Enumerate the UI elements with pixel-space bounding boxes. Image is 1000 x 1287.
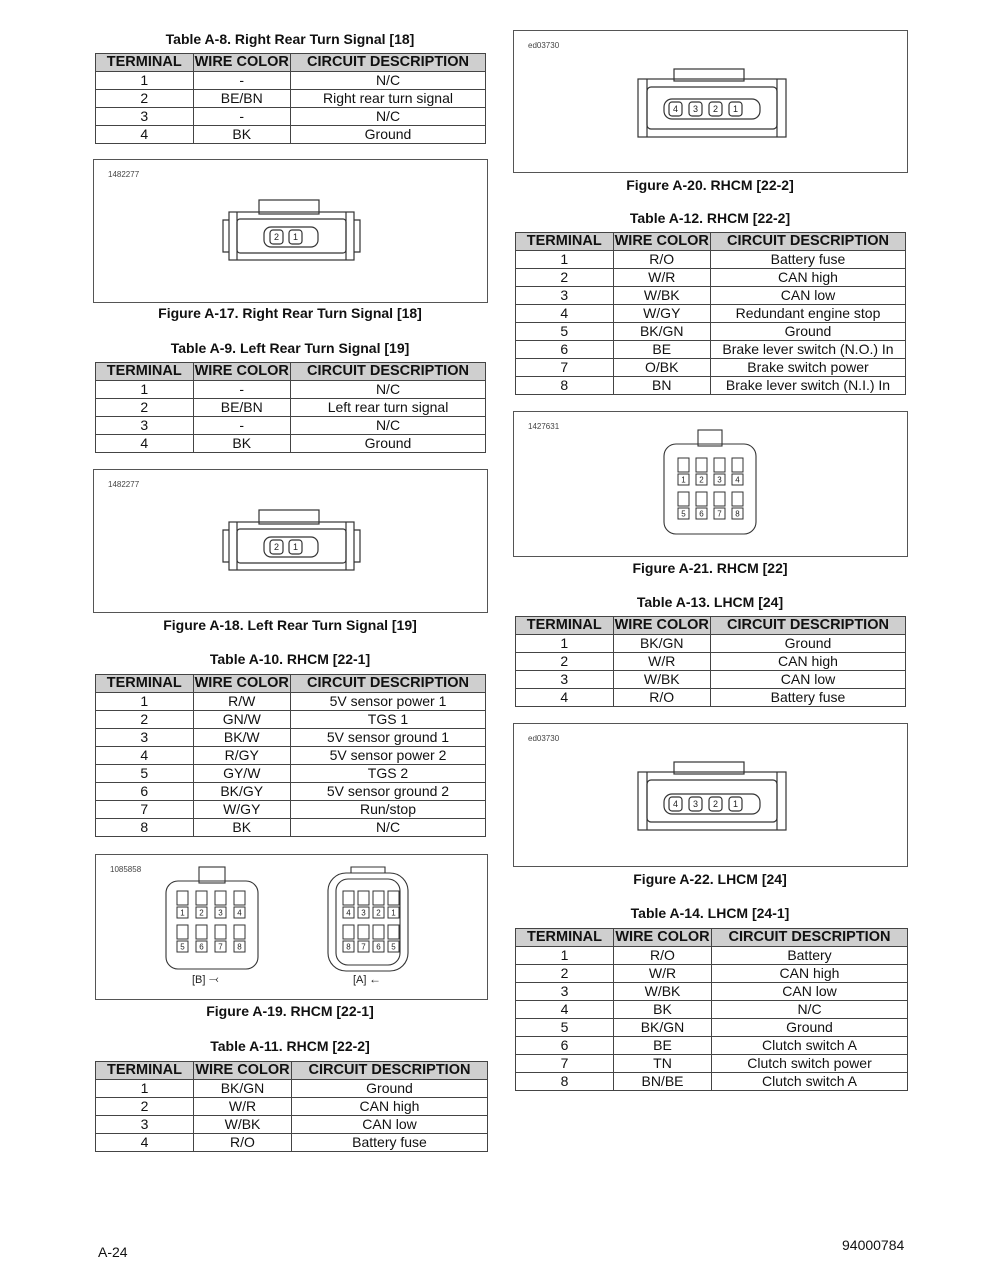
figure-a17 [93,159,488,303]
wire-color-cell: BK/GN [194,1080,292,1098]
figure-a21-caption: Figure A-21. RHCM [22] [632,560,788,576]
document-number: 94000784 [842,1237,905,1253]
circuit-description-cell: 5V sensor power 2 [291,747,486,765]
terminal-cell: 3 [96,729,194,747]
pin-label: 3 [218,908,223,918]
figure-a19 [95,854,488,1000]
circuit-description-cell: N/C [291,108,486,126]
table-a11 [95,1061,488,1152]
wire-color-cell: W/R [614,965,712,983]
column-header-terminal: TERMINAL [516,617,614,635]
table-row [96,729,486,747]
terminal-cell: 1 [96,693,194,711]
terminal-cell: 4 [96,435,194,453]
table-row [96,108,486,126]
figure-a20 [513,30,908,173]
table-row [516,323,906,341]
figure-a17-caption: Figure A-17. Right Rear Turn Signal [18] [158,305,422,321]
column-header-terminal: TERMINAL [96,363,194,381]
figure-a22 [513,723,908,867]
pin-cavity [234,891,245,905]
wire-color-cell: BE/BN [193,90,291,108]
wire-color-cell: BK [193,126,291,144]
pin-label: 3 [692,799,699,809]
column-header-circuit: CIRCUIT DESCRIPTION [291,363,486,381]
table-row [96,693,486,711]
table-row [96,381,486,399]
figure-a20-caption: Figure A-20. RHCM [22-2] [626,177,794,193]
table-row [96,399,486,417]
pin-cavity [373,925,384,939]
column-header-wire: WIRE COLOR [615,929,710,945]
column-header-terminal: TERMINAL [516,233,614,251]
pin-cavity [696,492,707,506]
arrow-left-icon: ⤙ [209,972,219,986]
column-header-wire: WIRE COLOR [194,54,289,70]
connector-b-label: [B] [192,974,206,986]
circuit-description-cell: CAN high [711,269,906,287]
circuit-description-cell: Battery fuse [292,1134,488,1152]
column-header-wire: WIRE COLOR [194,363,289,379]
column-header-circuit: CIRCUIT DESCRIPTION [712,929,908,947]
terminal-cell: 6 [96,783,194,801]
table-a12 [515,232,906,395]
pin-label: 4 [346,908,351,918]
wire-color-cell: W/BK [613,287,711,305]
pin-label: 1 [732,799,739,809]
terminal-cell: 2 [516,653,614,671]
table-row [96,801,486,819]
pin-cavity [196,925,207,939]
terminal-cell: 1 [516,635,614,653]
arrow-left-icon: ← [369,972,381,986]
wire-color-cell: BK/GY [193,783,291,801]
table-row [516,359,906,377]
pin-label: 5 [180,942,185,952]
circuit-description-cell: Clutch switch power [712,1055,908,1073]
figure-id: 1085858 [110,865,142,874]
pin-label: 5 [391,942,396,952]
wire-color-cell: R/W [193,693,291,711]
column-header-wire: WIRE COLOR [195,1062,290,1078]
circuit-description-cell: CAN low [711,671,906,689]
terminal-cell: 4 [516,1001,614,1019]
connector-8pin-pair-icon [96,855,487,999]
terminal-cell: 5 [96,765,194,783]
connector-4pin-icon [514,31,907,172]
table-row [96,1116,488,1134]
terminal-cell: 3 [516,983,614,1001]
terminal-cell: 3 [516,671,614,689]
figure-id: ed03730 [528,734,560,743]
column-header-terminal: TERMINAL [96,1062,194,1080]
table-row [516,287,906,305]
pin-label: 2 [199,908,204,918]
wire-color-cell: - [193,417,291,435]
table-row [516,341,906,359]
pin-cavity [388,891,399,905]
wire-color-cell: - [193,108,291,126]
wire-color-cell: BK/GN [613,635,711,653]
table-row [96,1080,488,1098]
circuit-description-cell: CAN high [712,965,908,983]
terminal-cell: 5 [516,1019,614,1037]
column-header-wire: WIRE COLOR [194,675,289,691]
wire-color-cell: BE [613,341,711,359]
wire-color-cell: BK [193,435,291,453]
terminal-cell: 2 [516,965,614,983]
circuit-description-cell: CAN low [292,1116,488,1134]
wire-color-cell: W/GY [193,801,291,819]
terminal-cell: 4 [96,1134,194,1152]
terminal-cell: 1 [96,1080,194,1098]
pin-label: 3 [361,908,366,918]
table-a8 [95,53,486,144]
wire-color-cell: R/GY [193,747,291,765]
table-row [516,1055,908,1073]
circuit-description-cell: Redundant engine stop [711,305,906,323]
wire-color-cell: W/GY [613,305,711,323]
table-row [96,72,486,90]
pin-label: 7 [361,942,366,952]
circuit-description-cell: Ground [292,1080,488,1098]
column-header-circuit: CIRCUIT DESCRIPTION [291,54,486,72]
table-row [516,965,908,983]
table-row [96,1134,488,1152]
circuit-description-cell: CAN high [711,653,906,671]
table-row [96,765,486,783]
pin-cavity [714,458,725,472]
circuit-description-cell: Clutch switch A [712,1073,908,1091]
terminal-cell: 3 [516,287,614,305]
terminal-cell: 3 [96,108,194,126]
circuit-description-cell: Ground [711,635,906,653]
table-row [96,819,486,837]
pin-cavity [196,891,207,905]
circuit-description-cell: N/C [291,417,486,435]
pin-label: 8 [237,942,242,952]
table-row [516,377,906,395]
table-a10-title: Table A-10. RHCM [22-1] [209,651,371,667]
terminal-cell: 8 [96,819,194,837]
circuit-description-cell: Brake lever switch (N.O.) In [711,341,906,359]
wire-color-cell: W/R [194,1098,292,1116]
column-header-wire: WIRE COLOR [614,617,709,633]
table-row [516,1073,908,1091]
connector-4pin-icon [514,724,907,866]
pin-label: 4 [237,908,242,918]
table-row [516,689,906,707]
figure-id: 1482277 [108,480,140,489]
terminal-cell: 2 [516,269,614,287]
figure-id: ed03730 [528,41,560,50]
terminal-cell: 5 [516,323,614,341]
pin-label: 5 [681,509,686,519]
circuit-description-cell: Brake lever switch (N.I.) In [711,377,906,395]
table-row [516,947,908,965]
circuit-description-cell: Battery fuse [711,689,906,707]
pin-label: 2 [273,232,280,242]
circuit-description-cell: CAN low [712,983,908,1001]
wire-color-cell: BN [613,377,711,395]
pin-label: 2 [376,908,381,918]
pin-label: 2 [712,104,719,114]
circuit-description-cell: 5V sensor ground 2 [291,783,486,801]
table-row [516,671,906,689]
wire-color-cell: W/BK [613,671,711,689]
pin-label: 7 [218,942,223,952]
circuit-description-cell: Run/stop [291,801,486,819]
pin-label: 3 [717,475,722,485]
circuit-description-cell: Ground [291,126,486,144]
circuit-description-cell: 5V sensor ground 1 [291,729,486,747]
pin-cavity [177,925,188,939]
wire-color-cell: BK/W [193,729,291,747]
terminal-cell: 4 [96,747,194,765]
circuit-description-cell: CAN high [292,1098,488,1116]
pin-label: 7 [717,509,722,519]
circuit-description-cell: TGS 2 [291,765,486,783]
table-a11-title: Table A-11. RHCM [22-2] [210,1038,370,1054]
table-a9 [95,362,486,453]
table-row [516,305,906,323]
connector-a-label: [A] [353,974,367,986]
pin-label: 1 [292,542,299,552]
table-row [96,1098,488,1116]
table-row [516,1037,908,1055]
pin-label: 3 [692,104,699,114]
pin-cavity [678,492,689,506]
figure-id: 1427631 [528,422,560,431]
column-header-circuit: CIRCUIT DESCRIPTION [292,1062,488,1080]
wire-color-cell: W/R [613,269,711,287]
table-row [516,983,908,1001]
pin-label: 8 [735,509,740,519]
column-header-circuit: CIRCUIT DESCRIPTION [291,675,486,693]
terminal-cell: 6 [516,1037,614,1055]
wire-color-cell: BE/BN [193,399,291,417]
table-a12-title: Table A-12. RHCM [22-2] [629,210,791,226]
pin-label: 6 [699,509,704,519]
table-a9-title: Table A-9. Left Rear Turn Signal [19] [170,340,410,356]
column-header-terminal: TERMINAL [96,54,194,72]
terminal-cell: 7 [96,801,194,819]
wire-color-cell: R/O [194,1134,292,1152]
pin-cavity [732,458,743,472]
pin-label: 2 [712,799,719,809]
column-header-wire: WIRE COLOR [614,233,709,249]
wire-color-cell: R/O [614,947,712,965]
pin-label: 1 [292,232,299,242]
wire-color-cell: - [193,72,291,90]
connector-8pin-icon [514,412,907,556]
wire-color-cell: R/O [613,689,711,707]
terminal-cell: 1 [96,72,194,90]
pin-cavity [215,891,226,905]
figure-a22-caption: Figure A-22. LHCM [24] [633,871,787,887]
table-row [96,435,486,453]
pin-label: 2 [699,475,704,485]
circuit-description-cell: Ground [291,435,486,453]
terminal-cell: 7 [516,1055,614,1073]
terminal-cell: 4 [516,689,614,707]
terminal-cell: 8 [516,1073,614,1091]
circuit-description-cell: Ground [711,323,906,341]
terminal-cell: 8 [516,377,614,395]
wire-color-cell: BK/GN [614,1019,712,1037]
pin-label: 6 [199,942,204,952]
circuit-description-cell: Right rear turn signal [291,90,486,108]
pin-cavity [343,891,354,905]
pin-cavity [696,458,707,472]
wire-color-cell: BK [193,819,291,837]
wire-color-cell: BK/GN [613,323,711,341]
pin-cavity [358,891,369,905]
circuit-description-cell: 5V sensor power 1 [291,693,486,711]
table-a13 [515,616,906,707]
table-a10 [95,674,486,837]
table-row [516,1001,908,1019]
figure-a18 [93,469,488,613]
pin-cavity [215,925,226,939]
table-row [516,635,906,653]
wire-color-cell: W/BK [194,1116,292,1134]
figure-id: 1482277 [108,170,140,179]
wire-color-cell: W/BK [614,983,712,1001]
pin-cavity [388,925,399,939]
table-row [96,126,486,144]
terminal-cell: 1 [516,947,614,965]
page-number: A-24 [98,1244,128,1260]
circuit-description-cell: Brake switch power [711,359,906,377]
circuit-description-cell: CAN low [711,287,906,305]
terminal-cell: 4 [516,305,614,323]
table-a13-title: Table A-13. LHCM [24] [636,594,784,610]
wire-color-cell: BE [614,1037,712,1055]
circuit-description-cell: Ground [712,1019,908,1037]
circuit-description-cell: TGS 1 [291,711,486,729]
circuit-description-cell: N/C [291,381,486,399]
pin-label: 1 [732,104,739,114]
column-header-circuit: CIRCUIT DESCRIPTION [711,617,906,635]
connector-2pin-icon [94,470,487,612]
pin-cavity [373,891,384,905]
pin-label: 6 [376,942,381,952]
terminal-cell: 1 [96,381,194,399]
pin-label: 1 [681,475,686,485]
figure-a19-caption: Figure A-19. RHCM [22-1] [206,1003,374,1019]
pin-cavity [678,458,689,472]
pin-cavity [732,492,743,506]
table-row [96,711,486,729]
pin-cavity [177,891,188,905]
pin-label: 1 [391,908,396,918]
terminal-cell: 2 [96,1098,194,1116]
terminal-cell: 2 [96,399,194,417]
pin-label: 4 [672,799,679,809]
terminal-cell: 6 [516,341,614,359]
circuit-description-cell: N/C [712,1001,908,1019]
figure-a18-caption: Figure A-18. Left Rear Turn Signal [19] [163,617,417,633]
pin-label: 4 [735,475,740,485]
column-header-terminal: TERMINAL [96,675,194,693]
pin-label: 4 [672,104,679,114]
wire-color-cell: TN [614,1055,712,1073]
pin-cavity [714,492,725,506]
table-row [516,1019,908,1037]
table-row [96,747,486,765]
terminal-cell: 3 [96,1116,194,1134]
circuit-description-cell: Battery fuse [711,251,906,269]
wire-color-cell: W/R [613,653,711,671]
wire-color-cell: - [193,381,291,399]
wire-color-cell: GN/W [193,711,291,729]
circuit-description-cell: N/C [291,819,486,837]
pin-label: 8 [346,942,351,952]
table-row [516,269,906,287]
terminal-cell: 2 [96,90,194,108]
pin-cavity [343,925,354,939]
terminal-cell: 3 [96,417,194,435]
pin-label: 1 [180,908,185,918]
table-row [516,251,906,269]
terminal-cell: 1 [516,251,614,269]
wire-color-cell: R/O [613,251,711,269]
column-header-terminal: TERMINAL [516,929,614,947]
table-row [96,90,486,108]
terminal-cell: 2 [96,711,194,729]
table-row [516,653,906,671]
wire-color-cell: BK [614,1001,712,1019]
circuit-description-cell: Battery [712,947,908,965]
pin-cavity [234,925,245,939]
wire-color-cell: GY/W [193,765,291,783]
terminal-cell: 4 [96,126,194,144]
table-row [96,783,486,801]
wire-color-cell: O/BK [613,359,711,377]
column-header-circuit: CIRCUIT DESCRIPTION [711,233,906,251]
table-a14-title: Table A-14. LHCM [24-1] [630,905,790,921]
figure-a21 [513,411,908,557]
table-a14 [515,928,908,1091]
table-row [96,417,486,435]
pin-cavity [358,925,369,939]
wire-color-cell: BN/BE [614,1073,712,1091]
table-a8-title: Table A-8. Right Rear Turn Signal [18] [165,31,415,47]
connector-2pin-icon [94,160,487,302]
circuit-description-cell: Left rear turn signal [291,399,486,417]
circuit-description-cell: Clutch switch A [712,1037,908,1055]
terminal-cell: 7 [516,359,614,377]
circuit-description-cell: N/C [291,72,486,90]
pin-label: 2 [273,542,280,552]
